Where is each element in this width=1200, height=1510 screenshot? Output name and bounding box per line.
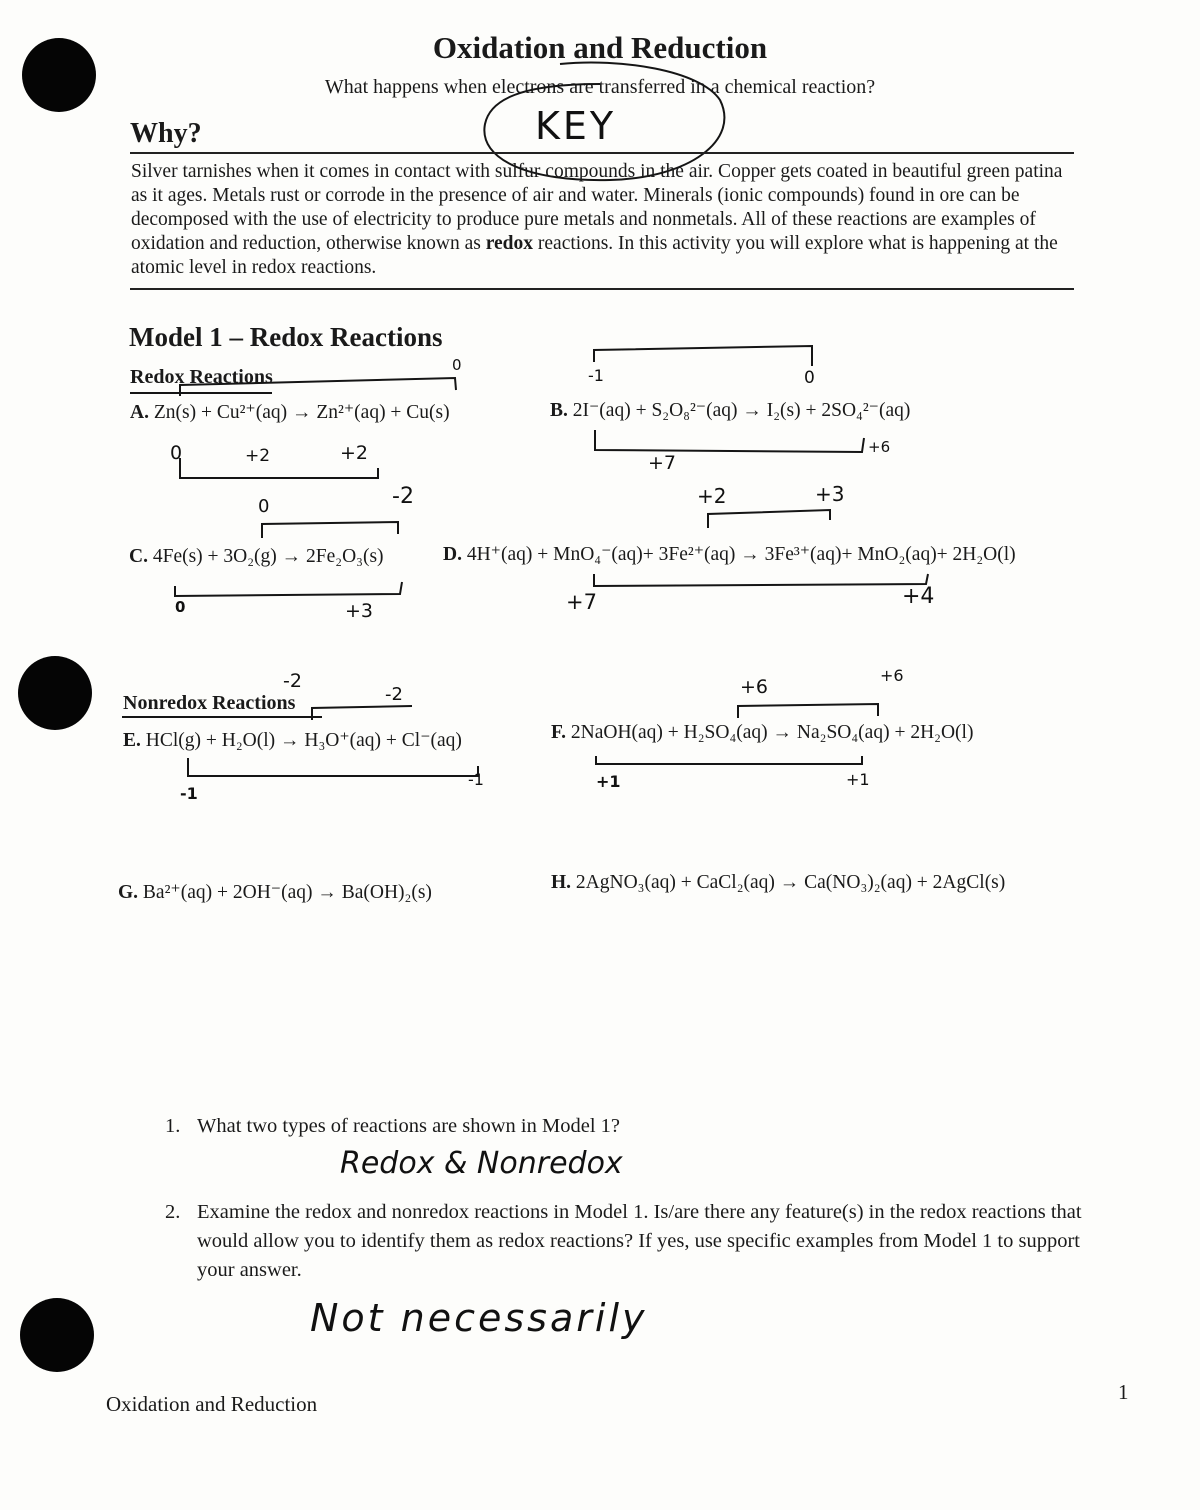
question-2: 2. Examine the redox and nonredox reactions in Model 1. Is/are there any feature(s) in the redox reactions that would allow you to identify them as redox reactions? If yes, use specific examples from Model 1 to support your answer. [165,1201,1082,1281]
why-paragraph: Silver tarnishes when it comes in contact with sulfur compounds in the air. Copper gets coated in beautiful green patina as it ages. Metals rust or corrode in the presence of air and water. Minerals (ionic compounds) found in ore can be decomposed with the use of electricity to produce pure metals and nonmetals. All of these reactions are examples of oxidation and reduction, otherwise known as redox reactions. In this activity you will explore what is happening at the atomic level in redox reactions. [131,161,1063,278]
annotation-b-left: -1 [588,366,604,385]
footer-title: Oxidation and Reduction [106,1392,318,1416]
annotation-a-cu: +2 [245,446,271,466]
reaction-c: C. 4Fe(s) + 3O₂(g) → 2Fe₂O₃(s) [129,546,384,567]
answer-1: Redox & Nonredox [340,1146,623,1181]
annotation-f-na2: +1 [846,770,870,789]
annotation-e-cl1: -1 [180,784,198,803]
annotation-c-neg2: -2 [392,484,414,509]
page-subtitle: What happens when electrons are transferred in a chemical reaction? [324,76,876,98]
annotation-c-fe3: +3 [345,600,374,622]
reaction-g: G. Ba²⁺(aq) + 2OH⁻(aq) → Ba(OH)₂(s) [118,882,432,903]
key-mark: KEY [535,104,617,148]
annotation-f-s2: +6 [880,666,904,685]
annotation-d-fe2: +2 [697,484,727,508]
annotation-d-mn4: +4 [902,584,935,609]
page-number: 1 [1118,1380,1129,1404]
annotation-f-s1: +6 [740,676,769,698]
annotation-e-o2: -2 [385,684,403,705]
annotation-b-s: +7 [648,452,677,474]
reaction-e: E. HCl(g) + H₂O(l) → H₃O⁺(aq) + Cl⁻(aq) [123,730,462,751]
model-heading: Model 1 – Redox Reactions [129,322,443,352]
annotation-a-top: 0 [452,356,462,374]
annotation-e-cl2: -1 [468,770,484,789]
reaction-b: B. 2I⁻(aq) + S₂O₈²⁻(aq) → I₂(s) + 2SO₄²⁻(aq) [550,400,911,421]
annotation-a-zn2: +2 [340,442,369,464]
annotation-d-mn7: +7 [566,590,597,614]
annotation-e-o1: -2 [283,670,302,692]
annotation-d-fe3: +3 [815,482,845,506]
why-heading: Why? [130,118,202,149]
question-1: 1. What two types of reactions are shown in Model 1? [165,1115,620,1137]
annotation-b-right: 0 [804,368,815,388]
reaction-f: F. 2NaOH(aq) + H₂SO₄(aq) → Na₂SO₄(aq) + 2H₂O(l) [551,722,974,743]
annotation-f-na1: +1 [596,772,621,791]
page-title: Oxidation and Reduction [432,30,768,65]
answer-2: Not necessarily [310,1296,648,1340]
annotation-c-o: 0 [258,496,270,517]
annotation-c-fe: 0 [175,598,186,616]
annotation-b-so4: +6 [868,438,891,456]
reaction-a: A. Zn(s) + Cu²⁺(aq) → Zn²⁺(aq) + Cu(s) [130,402,450,423]
reaction-h: H. 2AgNO₃(aq) + CaCl₂(aq) → Ca(NO₃)₂(aq) + 2AgCl(s) [551,872,1006,893]
nonredox-heading: Nonredox Reactions [123,692,296,714]
annotation-a-zn: 0 [170,442,183,464]
reaction-d: D. 4H⁺(aq) + MnO₄⁻(aq)+ 3Fe²⁺(aq) → 3Fe³⁺(aq)+ MnO₂(aq)+ 2H₂O(l) [443,544,1016,565]
redox-heading: Redox Reactions [130,366,273,388]
